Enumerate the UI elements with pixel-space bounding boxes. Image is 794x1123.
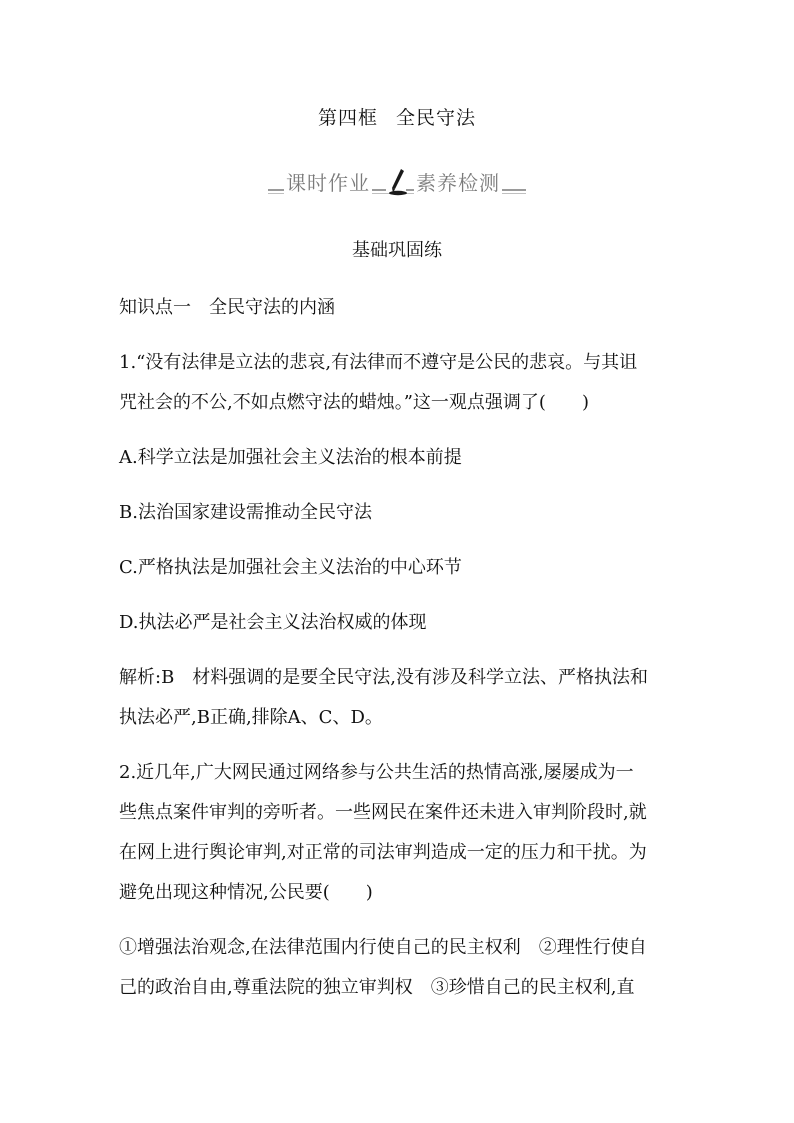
- q2-stem-line3: 在网上进行舆论审判,对正常的司法审判造成一定的压力和干扰。为: [119, 842, 647, 863]
- q2-choices-line1: ①增强法治观念,在法律范围内行使自己的民主权利 ②理性行使自: [119, 937, 647, 958]
- title-lesson-number: 第四框: [317, 107, 378, 129]
- title-lesson-name: 全民守法: [396, 107, 477, 129]
- knowledge-point-heading: 知识点一 全民守法的内涵: [119, 297, 335, 318]
- q2-stem-line1: 2.近几年,广大网民通过网络参与公共生活的热情高涨,屡屡成为一: [119, 762, 634, 783]
- q1-stem-line2: 咒社会的不公,不如点燃守法的蜡烛。”这一观点强调了( ): [119, 392, 589, 413]
- fountain-pen-icon: [386, 168, 408, 196]
- q2-choices-line2: 己的政治自由,尊重法院的独立审判权 ③珍惜自己的民主权利,直: [119, 977, 635, 998]
- q1-option-b: B.法治国家建设需推动全民守法: [119, 502, 372, 523]
- q1-option-a: A.科学立法是加强社会主义法治的根本前提: [119, 447, 462, 468]
- q1-analysis-line2: 执法必严,B正确,排除A、C、D。: [119, 707, 383, 728]
- homework-banner: [268, 170, 526, 196]
- section-heading: 基础巩固练: [352, 240, 442, 261]
- banner-right-text: 素养检测: [416, 171, 500, 195]
- q1-stem-line1: 1.“没有法律是立法的悲哀,有法律而不遵守是公民的悲哀。与其诅: [119, 352, 638, 373]
- q1-option-d: D.执法必严是社会主义法治权威的体现: [119, 612, 427, 633]
- q1-analysis-line1: 解析:B 材料强调的是要全民守法,没有涉及科学立法、严格执法和: [119, 667, 649, 688]
- q2-stem-line4: 避免出现这种情况,公民要( ): [119, 882, 373, 903]
- q2-stem-line2: 些焦点案件审判的旁听者。一些网民在案件还未进入审判阶段时,就: [119, 802, 647, 823]
- q1-option-c: C.严格执法是加强社会主义法治的中心环节: [119, 557, 462, 578]
- banner-left-text: 课时作业: [286, 171, 370, 195]
- page-title: [0, 103, 794, 130]
